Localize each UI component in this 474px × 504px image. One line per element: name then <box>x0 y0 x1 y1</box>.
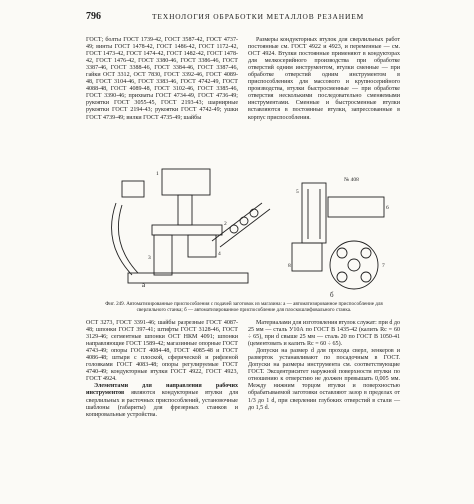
part-number: 8 <box>288 263 291 269</box>
paragraph: Допуски на размер d для прохода сверл, зенкеров и разверток устанавливают по посадочным в ГОСТ. Допуски на размеры инструмента см. соответствующие ГОСТ. Эксцентриситет наружной поверхности втулки по отношению к отверстию не должен превышать 0,005 мм. Между нижним торцом втулки и поверхностью обрабатываемой заготовки оставляют зазор в пределах от 1/3 до 1 d, при сверлении глубоких отверстий в стали — до 1,5 d. <box>248 348 400 411</box>
drive-shape <box>292 243 322 271</box>
figure-249 <box>92 163 398 301</box>
paragraph: Размеры кондукторных втулок для сверлильных работ постоянные см. ГОСТ 4922 и 4923, и переменные — см. ОСТ 4924. Втулки постоянные применяют в кондукторах для мелкосерийного производства при обработке отверстий одним инструментом, втулки сменные — при обработке отверстий одним инструментом в приспособлениях для массового и крупносерийного производства, втулки быстросменные — при обработке отверстия несколькими последовательно сменяемыми инструментами. Сменные и быстросменные втулки вставляются в постоянные втулки, запрессованные в корпус приспособления. <box>248 37 400 121</box>
rotary-table-shape <box>330 241 378 289</box>
fixture-drawing <box>92 163 398 301</box>
paragraph <box>86 383 238 418</box>
valve-shape <box>122 181 144 197</box>
slide-shape <box>328 197 384 217</box>
section-heading: Элементами для направления рабочих инструментов <box>86 383 238 397</box>
fixture-plate-shape <box>152 225 222 235</box>
workpiece-shape <box>337 248 347 258</box>
page-number: 796 <box>86 11 101 22</box>
part-number: 5 <box>296 189 299 195</box>
table-base-shape <box>128 273 248 283</box>
workpiece-shape <box>337 272 347 282</box>
column-right-bottom <box>248 320 400 412</box>
paragraph: Материалами для изготовления втулок служат: при d до 25 мм — сталь У10А по ГОСТ В 1435-42 (калить Rc = 60 ÷ 65), при d свыше 25 мм — сталь 20 по ГОСТ В 1050-41 (цементовать и калить Rc = 60 ÷ 65). <box>248 320 400 348</box>
workpiece-shape <box>361 272 371 282</box>
column-left-top <box>86 37 238 122</box>
workpiece-shape <box>230 225 238 233</box>
column-right-top <box>248 37 400 122</box>
rotary-hub-shape <box>348 259 360 271</box>
clamp-shape <box>188 235 216 257</box>
part-number: 7 <box>382 263 385 269</box>
magazine-guide-line <box>220 209 270 247</box>
paragraph-text: являются кондукторные втулки для сверлильных и расточных приспособлений, установочные шаблоны (габариты) для фрезерных станков и копировальные устройства. <box>86 390 238 418</box>
part-number: 6 <box>386 205 389 211</box>
figure-caption: Фиг. 249. Автоматизированные приспособления с подачей заготовок из магазина: а — автоматизированное приспособление для сверлильного станка; б — автоматизированное приспособление для плоскошлифовального станка. <box>105 301 383 313</box>
column-left-bottom <box>86 320 238 419</box>
drill-head-shape <box>162 169 210 195</box>
label-n408: № 408 <box>344 177 359 183</box>
magazine-shape <box>302 183 326 243</box>
air-hose-line <box>112 203 132 275</box>
workpiece-shape <box>361 248 371 258</box>
page-header <box>86 11 386 25</box>
part-number: 1 <box>156 171 159 177</box>
workpiece-shape <box>240 217 248 225</box>
air-hose-line <box>118 205 138 273</box>
part-number: 4 <box>218 251 221 257</box>
part-number: 2 <box>224 221 227 227</box>
workpiece-shape <box>250 209 258 217</box>
label-b: б <box>330 291 334 299</box>
spindle-shape <box>178 195 192 225</box>
paragraph: ГОСТ; болты ГОСТ 1739-42, ГОСТ 3587-42, ГОСТ 4737-49; винты ГОСТ 1478-42, ГОСТ 1486-42, ГОСТ 1172-42, ГОСТ 1473-42, ГОСТ 1474-42, ГОСТ 1482-42, ГОСТ 1478-42, ГОСТ 1476-42, ГОСТ 3380-46, ГОСТ 3386-46, ГОСТ 3387-46, ГОСТ 3388-46, ГОСТ 3384-46, ГОСТ 3387-46, гайки ОСТ 3312, ОСТ 7830, ГОСТ 3392-46, ГОСТ 4089-48, ГОСТ 3104-46, ГОСТ 3383-46, ГОСТ 4742-49, ГОСТ 4088-48, ГОСТ 4089-48, ГОСТ 3102-46, ГОСТ 3385-46, ГОСТ 3390-46; прихваты ГОСТ 4734-49, ГОСТ 4736-49; рукоятки ГОСТ 3055-45, ГОСТ 2193-43; шарнирные рукоятки ГОСТ 2194-43; рукоятки ГОСТ 4742-49; ушки ГОСТ 4739-49; вилки ГОСТ 4735-49; шайбы <box>86 37 238 121</box>
fixture-body-shape <box>154 235 172 275</box>
paragraph: ОСТ 3273, ГОСТ 3391-46; шайбы разрезные ГОСТ 4087-48; шпонки ГОСТ 397-41; штифты ГОСТ 3128-46, ГОСТ 3129-46; сегментные шпонки ОСТ НКМ 4091; шпонки направляющие ГОСТ 1589-42; магазинные опорные ГОСТ 4743-49; опоры ГОСТ 4084-48, ГОСТ 4085-48 и ГОСТ 4086-48; штыри с плоской, сферической и рифленой головками ГОСТ 4083-48; опоры регулируемые ГОСТ 4740-49; кондукторные втулки ГОСТ 4922, ГОСТ 4923, ГОСТ 4924. <box>86 320 238 383</box>
running-title: ТЕХНОЛОГИЯ ОБРАБОТКИ МЕТАЛЛОВ РЕЗАНИЕМ <box>152 12 365 21</box>
label-a: а <box>142 281 146 289</box>
part-number: 3 <box>148 255 151 261</box>
